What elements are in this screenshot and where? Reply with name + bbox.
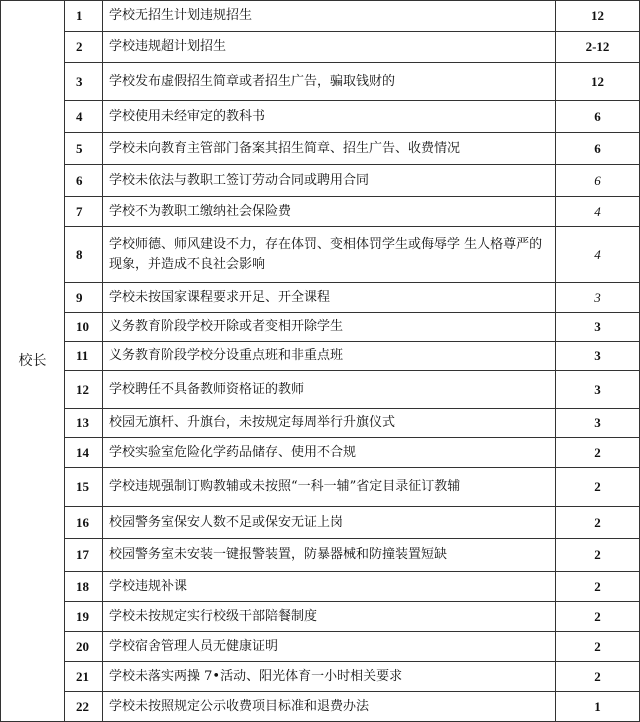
table-row [1,662,640,692]
table-row [1,32,640,63]
row-score: 3 [556,371,640,409]
row-item: 学校违规强制订购教辅或未按照“一科一辅”省定目录征订教辅 [103,468,556,507]
table-row [1,101,640,133]
row-score: 6 [556,133,640,165]
row-item: 学校使用未经审定的教科书 [103,101,556,133]
row-number: 17 [65,539,103,572]
row-score: 3 [556,313,640,342]
row-item: 学校宿舍管理人员无健康证明 [103,632,556,662]
row-item: 学校未按规定实行校级干部陪餐制度 [103,602,556,632]
row-score: 2-12 [556,32,640,63]
table-row [1,632,640,662]
row-item: 学校未落实两操 7•活动、阳光体育一小时相关要求 [103,662,556,692]
row-number: 14 [65,438,103,468]
row-score: 2 [556,507,640,539]
table-row [1,1,640,32]
table-row [1,283,640,313]
row-number: 9 [65,283,103,313]
row-score: 4 [556,197,640,227]
row-score: 6 [556,165,640,197]
row-number: 2 [65,32,103,63]
row-score: 2 [556,438,640,468]
row-number: 5 [65,133,103,165]
table-row [1,692,640,722]
row-score: 12 [556,1,640,32]
row-score: 2 [556,572,640,602]
row-score: 3 [556,409,640,438]
row-item: 学校不为教职工缴纳社会保险费 [103,197,556,227]
row-number: 1 [65,1,103,32]
row-item: 校园无旗杆、升旗台，未按规定每周举行升旗仪式 [103,409,556,438]
row-number: 3 [65,63,103,101]
row-score: 2 [556,602,640,632]
row-number: 7 [65,197,103,227]
table-row [1,468,640,507]
table-row [1,313,640,342]
row-score: 2 [556,662,640,692]
row-score: 2 [556,468,640,507]
table-row [1,539,640,572]
row-number: 10 [65,313,103,342]
row-score: 12 [556,63,640,101]
row-number: 12 [65,371,103,409]
row-number: 13 [65,409,103,438]
row-score: 6 [556,101,640,133]
row-item: 义务教育阶段学校分设重点班和非重点班 [103,342,556,371]
row-score: 4 [556,227,640,283]
row-item: 学校师德、师风建设不力，存在体罚、变相体罚学生或侮辱学 生人格尊严的现象，并造成不良社会影响 [103,227,556,283]
row-score: 1 [556,692,640,722]
row-number: 16 [65,507,103,539]
row-item: 学校发布虚假招生简章或者招生广告，骗取钱财的 [103,63,556,101]
table-row [1,371,640,409]
row-item: 学校无招生计划违规招生 [103,1,556,32]
row-score: 2 [556,632,640,662]
row-item: 学校未依法与教职工签订劳动合同或聘用合同 [103,165,556,197]
row-item: 学校违规补课 [103,572,556,602]
row-number: 19 [65,602,103,632]
row-item: 校园警务室保安人数不足或保安无证上岗 [103,507,556,539]
row-item: 学校聘任不具备教师资格证的教师 [103,371,556,409]
role-cell: 校长 [1,1,65,722]
row-number: 22 [65,692,103,722]
row-score: 3 [556,342,640,371]
table-row [1,227,640,283]
table-row [1,507,640,539]
row-number: 8 [65,227,103,283]
row-number: 18 [65,572,103,602]
row-score: 3 [556,283,640,313]
row-item: 义务教育阶段学校开除或者变相开除学生 [103,313,556,342]
table-row [1,572,640,602]
row-item: 校园警务室未安装一键报警装置，防暴器械和防撞装置短缺 [103,539,556,572]
row-number: 11 [65,342,103,371]
row-number: 20 [65,632,103,662]
table-row [1,197,640,227]
table-row [1,409,640,438]
row-item: 学校未按国家课程要求开足、开全课程 [103,283,556,313]
table-row [1,165,640,197]
table-row [1,438,640,468]
row-number: 15 [65,468,103,507]
table-row [1,63,640,101]
row-number: 6 [65,165,103,197]
row-item: 学校未按照规定公示收费项目标准和退费办法 [103,692,556,722]
table-row [1,342,640,371]
row-score: 2 [556,539,640,572]
row-item: 学校违规超计划招生 [103,32,556,63]
table-row [1,602,640,632]
row-number: 21 [65,662,103,692]
table-row [1,133,640,165]
row-number: 4 [65,101,103,133]
row-item: 学校未向教育主管部门备案其招生简章、招生广告、收费情况 [103,133,556,165]
row-item: 学校实验室危险化学药品储存、使用不合规 [103,438,556,468]
